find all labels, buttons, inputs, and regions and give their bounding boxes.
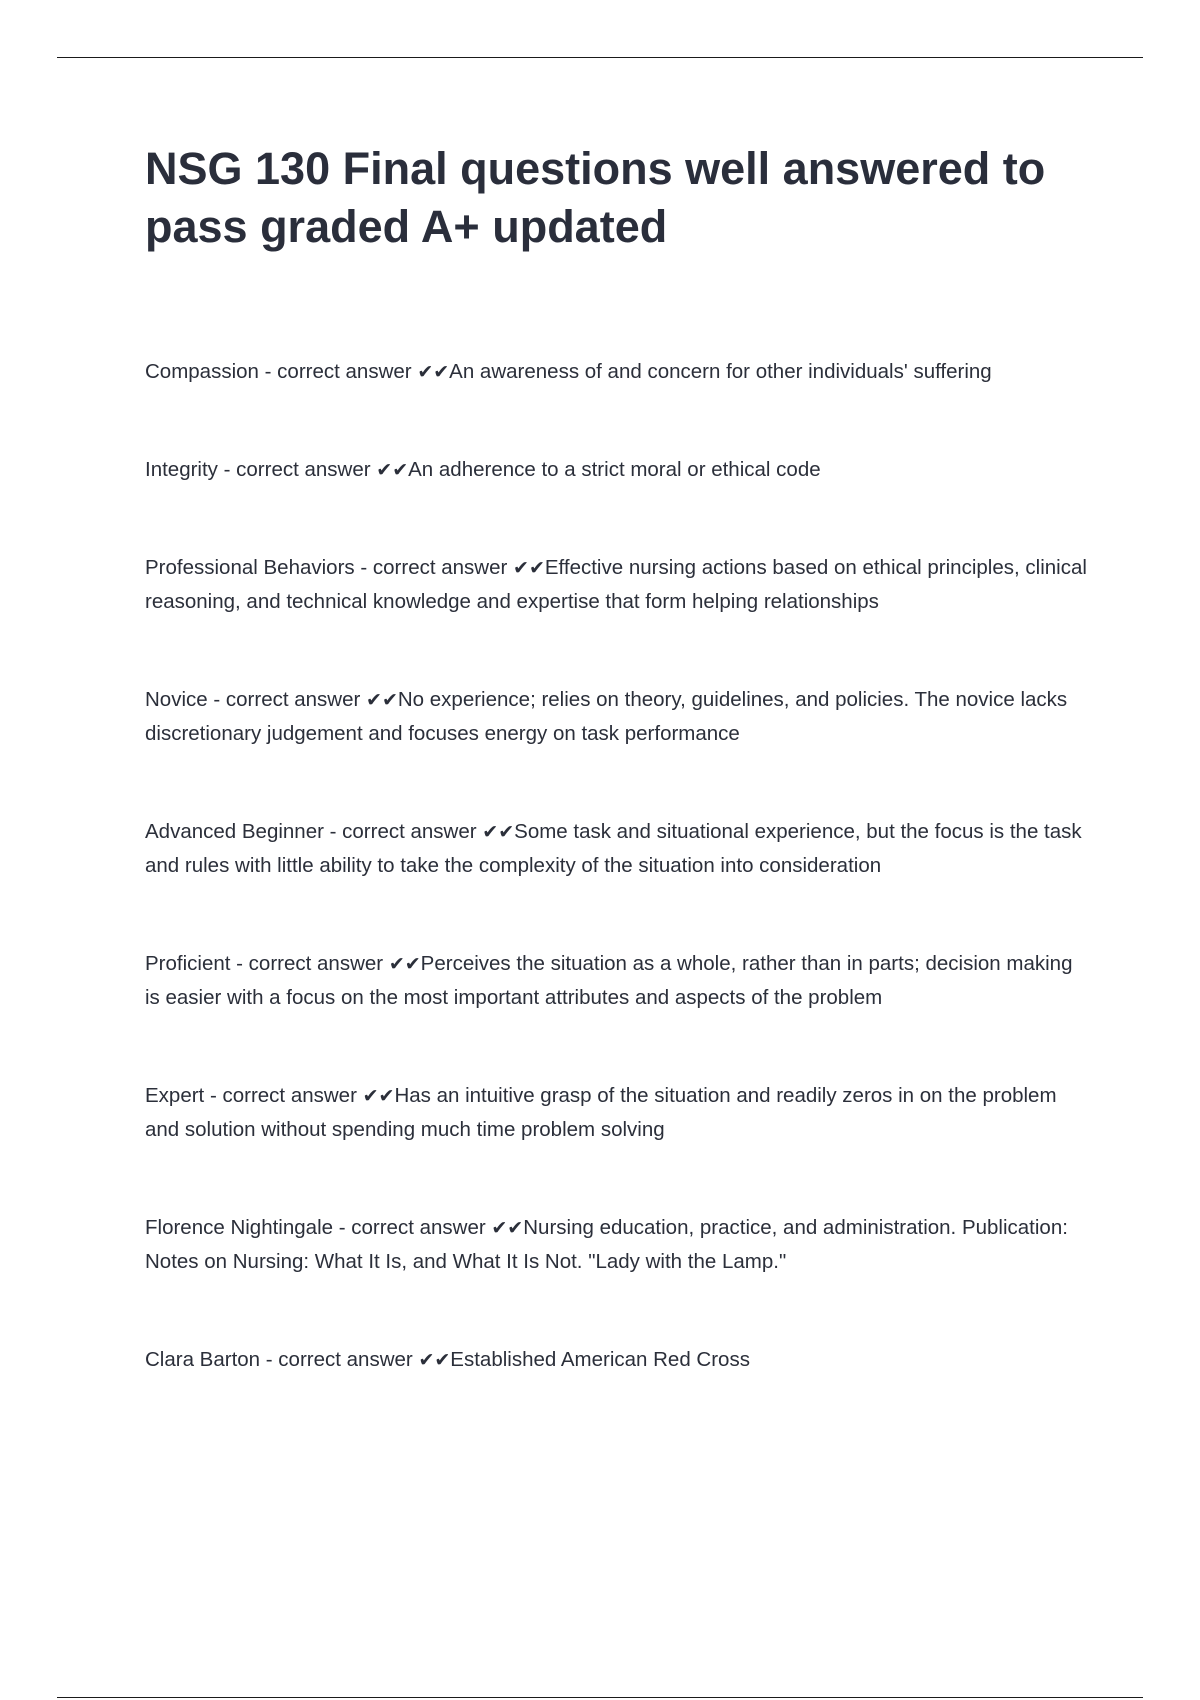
check-icon: ✔✔ [417,361,450,383]
entry-expert [145,1079,1090,1147]
entry-florence-nightingale [145,1211,1090,1279]
entry-proficient [145,947,1090,1015]
bottom-rule [57,1697,1143,1698]
entry-integrity [145,453,1090,487]
entry-separator: - correct answer [230,952,389,975]
entry-answer: Has an intuitive grasp of the situation and readily zeros in on the problem and solution without spending much time problem solving [145,1084,1057,1141]
entry-answer: An adherence to a strict moral or ethical code [408,458,821,481]
entry-answer: Established American Red Cross [450,1348,750,1371]
entry-term: Professional Behaviors [145,556,355,579]
entry-compassion [145,355,1090,389]
entry-separator: - correct answer [204,1084,363,1107]
entry-term: Novice [145,688,208,711]
entry-separator: - correct answer [354,556,514,579]
entry-term: Proficient [145,952,231,975]
entry-answer: No experience; relies on theory, guidelines, and policies. The novice lacks discretionary judgement and focuses energy on task performance [145,688,1068,745]
entry-term: Expert [145,1084,205,1107]
entry-term: Clara Barton [145,1348,261,1371]
entry-separator: - correct answer [258,360,418,383]
check-icon: ✔✔ [362,1085,395,1107]
check-icon: ✔✔ [388,953,421,975]
entry-professional-behaviors [145,551,1090,619]
entry-separator: - correct answer [333,1216,492,1239]
entry-separator: - correct answer [217,458,377,481]
check-icon: ✔✔ [376,459,409,481]
entry-separator: - correct answer [323,820,483,843]
top-rule [57,57,1143,58]
entry-term: Integrity [145,458,218,481]
entry-answer: Nursing education, practice, and administration. Publication: Notes on Nursing: What It Is, and What It Is Not. "Lady with the Lamp." [145,1216,1068,1273]
entry-clara-barton [145,1343,1090,1377]
entry-term: Florence Nightingale [145,1216,334,1239]
entry-list [145,355,1090,1441]
entry-term: Compassion [145,360,259,383]
entry-answer: Some task and situational experience, but the focus is the task and rules with little ability to take the complexity of the situation into consideration [145,820,1082,877]
entry-term: Advanced Beginner [145,820,324,843]
entry-advanced-beginner [145,815,1090,883]
check-icon: ✔✔ [482,821,515,843]
check-icon: ✔✔ [418,1349,451,1371]
entry-separator: - correct answer [207,688,367,711]
entry-separator: - correct answer [260,1348,419,1371]
document-title: NSG 130 Final questions well answered to pass graded A+ updated [145,143,1046,252]
entry-answer: Perceives the situation as a whole, rather than in parts; decision making is easier with a focus on the most important attributes and aspects of the problem [145,952,1073,1009]
entry-novice [145,683,1090,751]
entry-answer: Effective nursing actions based on ethical principles, clinical reasoning, and technical knowledge and expertise that form helping relationships [145,556,1087,613]
entry-answer: An awareness of and concern for other individuals' suffering [449,360,992,383]
check-icon: ✔✔ [491,1217,524,1239]
check-icon: ✔✔ [513,557,545,579]
check-icon: ✔✔ [366,689,398,711]
